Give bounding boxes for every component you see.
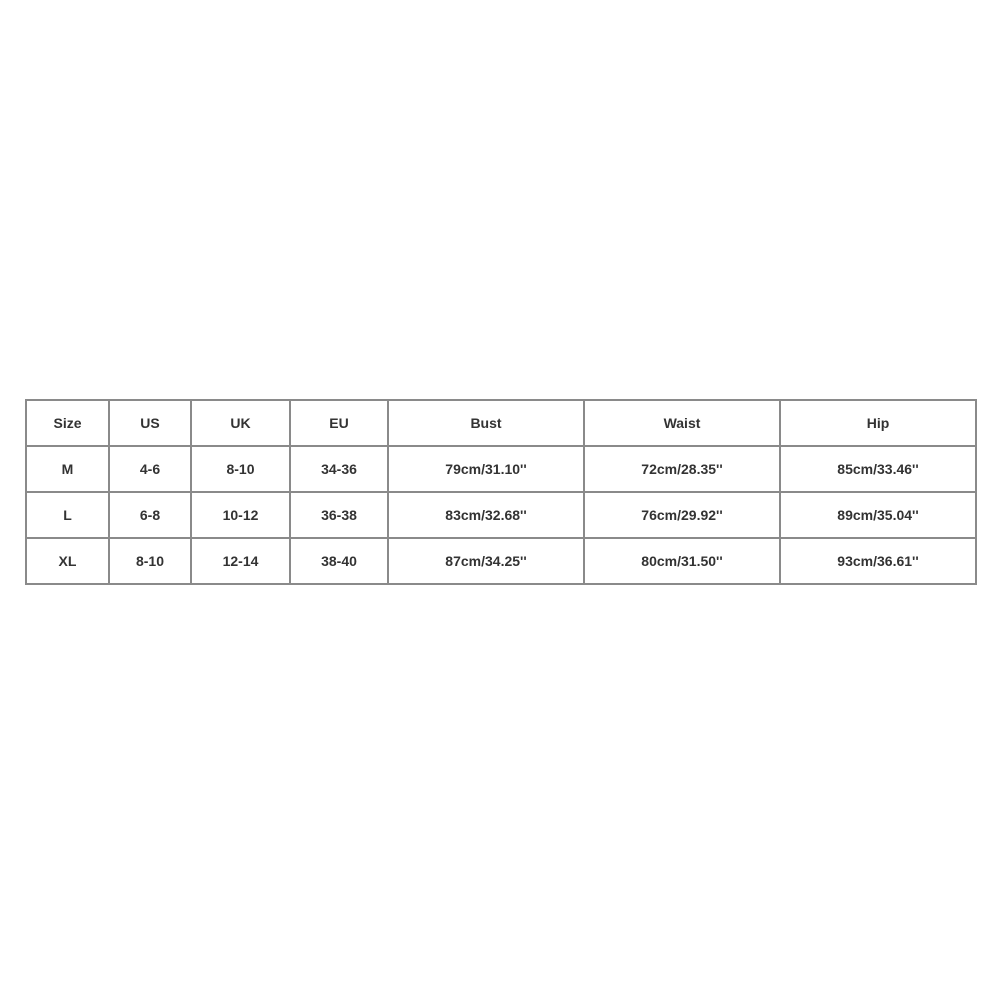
header-waist: Waist <box>584 400 780 446</box>
cell-us: 8-10 <box>109 538 191 584</box>
table-row <box>26 538 976 584</box>
cell-us: 4-6 <box>109 446 191 492</box>
cell-hip: 93cm/36.61'' <box>780 538 976 584</box>
cell-uk: 8-10 <box>191 446 290 492</box>
header-eu: EU <box>290 400 388 446</box>
cell-eu: 36-38 <box>290 492 388 538</box>
cell-size: M <box>26 446 109 492</box>
table-header-row <box>26 400 976 446</box>
cell-waist: 76cm/29.92'' <box>584 492 780 538</box>
header-bust: Bust <box>388 400 584 446</box>
header-hip: Hip <box>780 400 976 446</box>
cell-uk: 12-14 <box>191 538 290 584</box>
cell-hip: 89cm/35.04'' <box>780 492 976 538</box>
cell-size: XL <box>26 538 109 584</box>
cell-waist: 72cm/28.35'' <box>584 446 780 492</box>
header-us: US <box>109 400 191 446</box>
table-row <box>26 446 976 492</box>
size-chart-table <box>25 399 977 585</box>
cell-uk: 10-12 <box>191 492 290 538</box>
cell-waist: 80cm/31.50'' <box>584 538 780 584</box>
cell-bust: 87cm/34.25'' <box>388 538 584 584</box>
cell-bust: 79cm/31.10'' <box>388 446 584 492</box>
cell-us: 6-8 <box>109 492 191 538</box>
header-uk: UK <box>191 400 290 446</box>
header-size: Size <box>26 400 109 446</box>
cell-size: L <box>26 492 109 538</box>
cell-hip: 85cm/33.46'' <box>780 446 976 492</box>
table-row <box>26 492 976 538</box>
cell-eu: 38-40 <box>290 538 388 584</box>
cell-eu: 34-36 <box>290 446 388 492</box>
cell-bust: 83cm/32.68'' <box>388 492 584 538</box>
